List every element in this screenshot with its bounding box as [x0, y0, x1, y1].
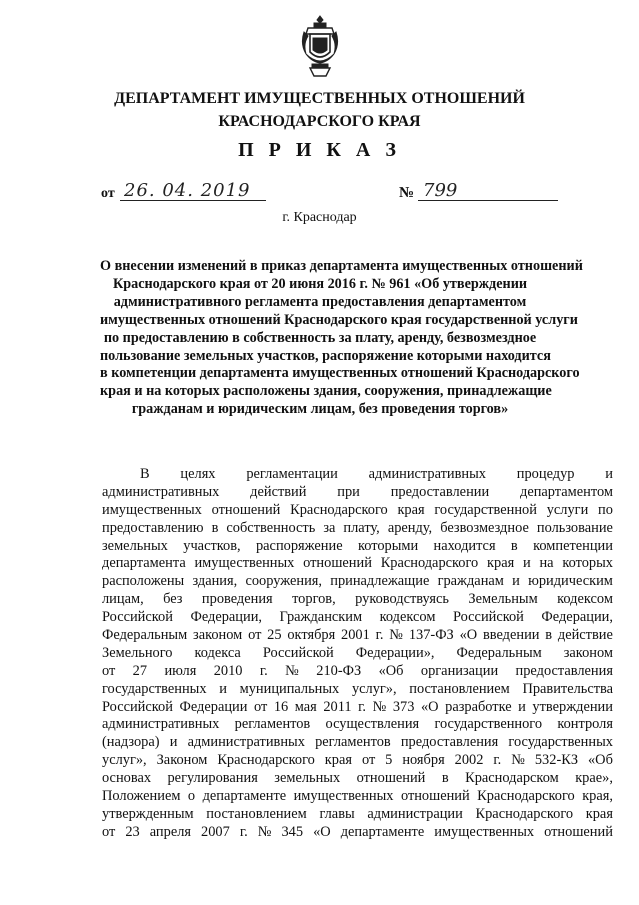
body-word: государственных: [508, 734, 613, 751]
body-word: имущественных: [293, 788, 394, 805]
body-word: постановлением: [206, 805, 307, 822]
body-word: регулирования: [167, 770, 258, 787]
body-line: [102, 502, 613, 520]
body-word: и: [605, 466, 613, 482]
body-word: в: [211, 519, 219, 536]
body-word: Краснодарского: [217, 752, 315, 769]
body-word: в: [441, 770, 449, 787]
body-word: за: [323, 519, 336, 536]
body-word: действие: [557, 627, 613, 644]
body-word: законом: [193, 627, 243, 644]
body-word: услуги: [546, 501, 589, 518]
body-word: г.: [259, 662, 268, 679]
body-word: Федерации»,: [355, 644, 435, 661]
body-word: распоряжение: [255, 537, 343, 554]
body-word: расположены: [102, 573, 185, 590]
body-word: отношений: [211, 501, 281, 518]
body-word: и: [523, 555, 531, 572]
body-word: №: [511, 752, 525, 769]
body-word: г.: [239, 823, 248, 840]
body-word: Краснодарского: [380, 555, 479, 572]
body-word: и: [169, 734, 178, 751]
body-word: регламентов: [315, 734, 391, 751]
body-word: «О: [420, 698, 439, 715]
body-line: [102, 699, 613, 717]
body-word: процедур: [516, 466, 575, 482]
body-word: которыми: [357, 537, 419, 554]
subject-line: гражданам и юридическим лицам, без проведения торгов»: [131, 401, 509, 418]
body-word: здания,: [192, 573, 238, 590]
body-word: которых: [562, 555, 613, 572]
body-word: 23: [125, 823, 140, 840]
body-word: края: [585, 805, 613, 822]
body-word: при: [337, 483, 360, 500]
body-word: 2007: [201, 823, 230, 840]
subject-line: имущественных отношений Краснодарского края государственной услуги: [100, 311, 578, 328]
body-word: плату,: [343, 519, 380, 536]
body-word: отношений: [544, 823, 613, 840]
city-name: г. Краснодар: [282, 210, 357, 225]
body-word: «Об: [587, 752, 613, 769]
body-word: аренду,: [387, 519, 433, 536]
body-line: [102, 609, 613, 627]
body-word: 16: [273, 698, 289, 715]
body-word: департаменте: [202, 788, 287, 805]
body-word: края,: [582, 788, 613, 805]
body-word: административных: [102, 483, 220, 500]
body-line: [102, 538, 613, 556]
body-word: В: [140, 466, 150, 482]
order-body-text: [102, 466, 613, 842]
body-word: введении: [482, 627, 540, 644]
body-word: имущественных: [102, 501, 202, 518]
body-word: края: [324, 752, 352, 769]
body-word: департамента: [102, 555, 186, 572]
body-word: края: [397, 501, 425, 518]
body-word: муниципальных: [239, 680, 340, 697]
body-word: регламентов: [234, 716, 311, 733]
body-word: (надзора): [102, 734, 160, 751]
body-word: на: [539, 555, 554, 572]
body-word: утвержденным: [102, 805, 194, 822]
body-word: собственность: [226, 519, 316, 536]
body-word: по: [598, 501, 613, 518]
body-word: №: [285, 662, 299, 679]
body-word: и: [512, 573, 520, 590]
body-word: Федерации: [179, 698, 248, 715]
body-word: Краснодарском: [465, 770, 559, 787]
body-word: 25: [267, 627, 282, 644]
body-line: [102, 555, 613, 573]
subject-line: пользование земельных участков, распоряжение которыми находится: [100, 347, 551, 364]
body-word: услуг»,: [351, 680, 397, 697]
body-word: Законом: [156, 752, 208, 769]
body-word: предоставления: [400, 734, 499, 751]
body-word: 2002: [454, 752, 484, 769]
body-word: кодексом: [557, 591, 613, 608]
body-word: 2011: [323, 698, 352, 715]
body-word: г.: [375, 627, 384, 644]
coat-of-arms-icon: [300, 14, 340, 78]
body-word: в: [545, 627, 553, 644]
body-word: юридическим: [528, 573, 613, 590]
body-word: Российской: [102, 609, 173, 626]
body-word: от: [102, 823, 116, 840]
body-line: [102, 788, 613, 806]
body-word: предоставлению: [102, 519, 204, 536]
body-word: контроля: [557, 716, 613, 733]
body-word: администрации: [367, 805, 463, 822]
body-word: услуг»,: [102, 752, 147, 769]
body-word: «О: [459, 627, 478, 644]
body-word: мая: [294, 698, 317, 715]
body-word: гражданам: [437, 573, 504, 590]
body-word: г.: [358, 698, 367, 715]
body-word: Гражданским: [279, 609, 363, 626]
body-word: о: [187, 788, 196, 805]
body-word: проведения: [201, 591, 273, 608]
body-word: департаментом: [520, 483, 613, 500]
body-word: ноября: [402, 752, 445, 769]
body-line: [102, 681, 613, 699]
body-word: и: [219, 680, 227, 697]
body-line: [102, 466, 613, 484]
body-line: [102, 770, 613, 788]
body-word: безвозмездное: [440, 519, 529, 536]
body-word: административных: [102, 716, 220, 733]
body-word: от: [248, 627, 262, 644]
body-word: предоставления: [515, 662, 613, 679]
body-word: разработке: [445, 698, 512, 715]
body-word: от: [102, 662, 116, 679]
body-word: осуществления: [325, 716, 420, 733]
body-word: утверждении: [532, 698, 613, 715]
body-word: Краснодарского: [290, 501, 388, 518]
body-word: участков,: [183, 537, 241, 554]
body-word: Положением: [102, 788, 181, 805]
body-word: «Об: [378, 662, 404, 679]
body-line: [102, 824, 613, 842]
body-word: законом: [563, 644, 613, 661]
body-word: отношений: [303, 555, 372, 572]
body-word: принадлежащие: [330, 573, 430, 590]
body-word: от: [361, 752, 376, 769]
body-word: апреля: [149, 823, 192, 840]
body-word: 5: [385, 752, 393, 769]
body-word: торгов,: [292, 591, 336, 608]
body-word: основах: [102, 770, 152, 787]
body-word: главы: [319, 805, 355, 822]
body-word: в: [510, 537, 518, 554]
subject-line: в компетенции департамента имущественных отношений Краснодарского: [100, 365, 580, 382]
body-word: лицам,: [102, 591, 144, 608]
body-word: Российской: [102, 698, 173, 715]
body-word: без: [163, 591, 183, 608]
body-word: имущественных: [434, 823, 535, 840]
body-line: [102, 591, 613, 609]
body-word: 210-ФЗ: [316, 662, 362, 679]
body-word: 532-КЗ: [534, 752, 579, 769]
body-word: руководствуясь: [355, 591, 449, 608]
body-line: [102, 645, 613, 663]
body-word: компетенции: [533, 537, 613, 554]
body-word: от: [253, 698, 268, 715]
body-word: кодекса: [194, 644, 241, 661]
body-line: [102, 752, 613, 770]
body-word: «О: [313, 823, 331, 840]
body-word: постановлением: [409, 680, 510, 697]
body-word: сооружения,: [245, 573, 323, 590]
body-word: действий: [250, 483, 307, 500]
body-word: отношений: [356, 770, 426, 787]
subject-line: Краснодарского края от 20 июня 2016 г. № 961 «Об утверждении: [112, 275, 528, 292]
date-prefix: от: [101, 186, 115, 201]
body-word: регламентации: [246, 466, 338, 482]
department-name-line1: ДЕПАРТАМЕНТ ИМУЩЕСТВЕННЫХ ОТНОШЕНИЙ: [114, 90, 525, 107]
department-name-line2: КРАСНОДАРСКОГО КРАЯ: [218, 113, 421, 130]
body-word: целях: [180, 466, 216, 482]
body-line: [102, 663, 613, 681]
body-word: 137-ФЗ: [408, 627, 454, 644]
body-word: государственного: [434, 716, 543, 733]
subject-line: административного регламента предоставления департаментом: [113, 293, 527, 310]
body-word: административных: [368, 466, 486, 482]
subject-line: О внесении изменений в приказ департамента имущественных отношений: [100, 258, 583, 274]
body-word: №: [257, 823, 272, 840]
body-line: [102, 484, 613, 502]
body-word: Федеральным: [456, 644, 542, 661]
number-prefix: №: [399, 185, 415, 201]
body-word: государственных: [102, 680, 207, 697]
order-subject: [100, 258, 583, 419]
body-word: Федеральным: [102, 627, 188, 644]
body-word: июля: [164, 662, 197, 679]
body-word: г.: [493, 752, 502, 769]
body-word: Федерации,: [190, 609, 263, 626]
body-word: организации: [420, 662, 499, 679]
order-number: 799: [423, 180, 458, 201]
body-word: 2001: [341, 627, 370, 644]
body-word: Земельным: [468, 591, 538, 608]
body-word: Земельного: [102, 644, 173, 661]
body-line: [102, 627, 613, 645]
body-word: края: [487, 555, 515, 572]
order-date: 26. 04. 2019: [124, 180, 251, 201]
body-word: Российской: [262, 644, 334, 661]
body-word: Краснодарского: [475, 805, 574, 822]
body-word: Федерации,: [541, 609, 613, 626]
body-line: [102, 573, 613, 591]
body-word: октября: [287, 627, 336, 644]
body-word: находится: [433, 537, 496, 554]
body-word: земельных: [274, 770, 341, 787]
body-word: 2010: [213, 662, 243, 679]
body-line: [102, 520, 613, 538]
body-word: 373: [392, 698, 415, 715]
body-word: Российской: [452, 609, 524, 626]
subject-line: по предоставлению в собственность за плату, аренду, безвозмездное: [103, 329, 537, 346]
body-word: крае»,: [575, 770, 613, 787]
body-word: департаменте: [340, 823, 425, 840]
body-line: [102, 806, 613, 824]
body-word: предоставлении: [390, 483, 490, 500]
subject-line: края и на которых расположены здания, сооружения, принадлежащие: [100, 383, 552, 400]
body-word: Правительства: [522, 680, 613, 697]
body-word: пользование: [536, 519, 613, 536]
body-word: и: [518, 698, 526, 715]
body-word: 345: [281, 823, 304, 840]
body-word: отношений: [400, 788, 470, 805]
body-word: №: [372, 698, 387, 715]
document-type-title: П Р И К А З: [238, 139, 401, 161]
body-word: кодексом: [379, 609, 436, 626]
body-word: государственной: [434, 501, 537, 518]
body-word: административных: [187, 734, 305, 751]
body-line: [102, 734, 613, 752]
body-word: Краснодарского: [477, 788, 575, 805]
body-word: 27: [132, 662, 148, 679]
body-word: №: [389, 627, 404, 644]
body-word: имущественных: [194, 555, 295, 572]
body-word: земельных: [102, 537, 168, 554]
body-line: [102, 716, 613, 734]
